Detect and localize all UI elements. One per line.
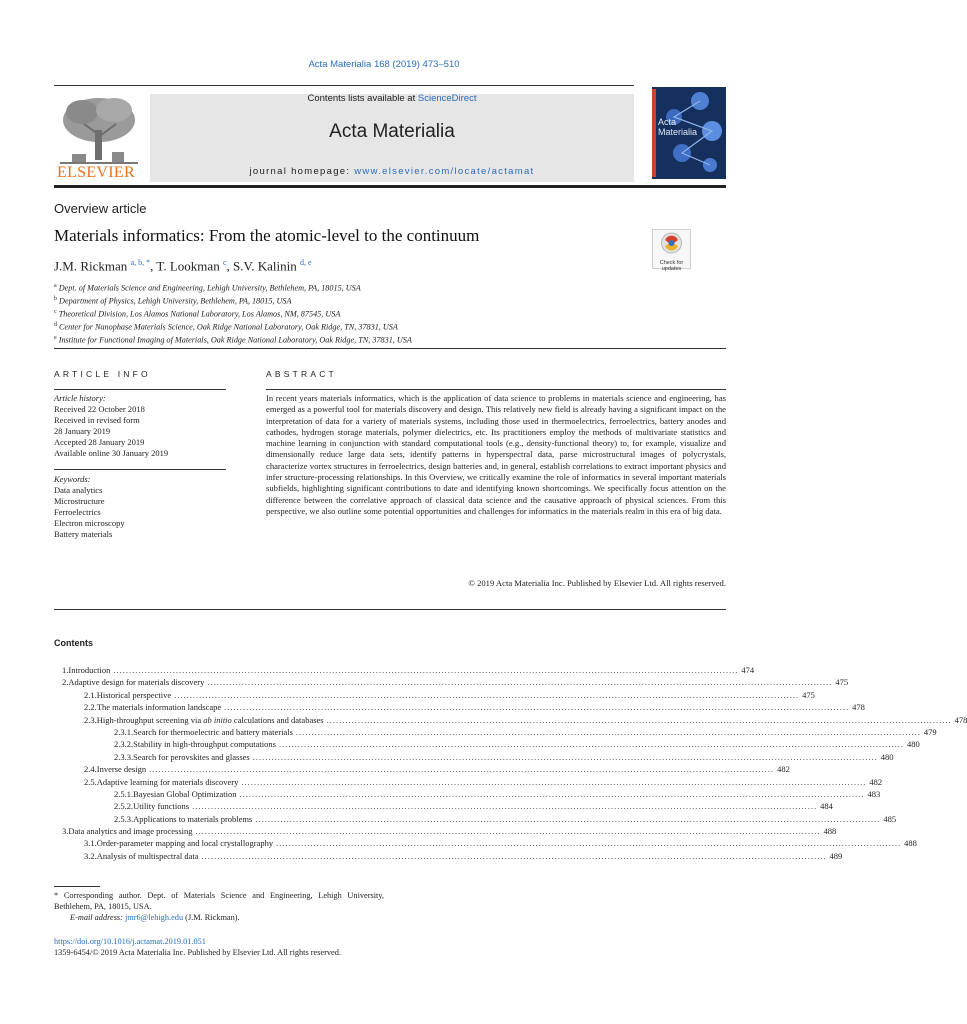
affiliation-item: $^a$ Dept. of Materials Science and Engineering, Lehigh University, Bethlehem, PA, 18015, USA bbox=[54, 283, 361, 293]
toc-leader-dots: ........................................................................................................................................................................................................ bbox=[195, 826, 821, 837]
abstract-text: In recent years materials informatics, which is the application of data science to problems in materials science and engineering, has emerged as a powerful tool for materials discovery and design. This relatively new field is already having a significant impact on the interpretation of data for a variety of materials systems, including those used in thermoelectrics, ferroelectrics, battery anodes and cathodes, hydrogen storage materials, polymer dielectrics, etc. Its practitioners employ the methods of multivariate statistics and machine learning in conjunction with standard computational tools (e.g., density-functional theory) to, for example, visualize and dimensionally reduce large data sets, identify patterns in hyperspectral data, parse microstructural images of polycrystals, characterize vortex structures in ferroelectrics, design batteries and, in general, establish correlations to extract important physics and infer structure-processing relationships. In this Overview, we critically examine the role of informatics in several important materials subfields, highlighting significant contributions to date and identifying known shortcomings. We specifically focus attention on the difference between the correlative approach of classical data science and the causative approach of physical sciences. From this perspective, we also outline some potential opportunities and challenges for informatics in the materials realm in this era of big data. bbox=[266, 393, 726, 516]
author-name[interactable]: J.M. Rickman bbox=[54, 258, 128, 274]
journal-title: Acta Materialia bbox=[329, 121, 455, 142]
email-suffix: (J.M. Rickman). bbox=[183, 913, 240, 922]
toc-entry-page[interactable]: 474 bbox=[741, 665, 755, 675]
keywords-rule bbox=[54, 469, 226, 470]
toc-entry[interactable] bbox=[54, 726, 937, 738]
author-name[interactable]: T. Lookman bbox=[156, 258, 220, 274]
article-info-rule bbox=[54, 389, 226, 390]
contents-prefix: Contents lists available at bbox=[307, 93, 418, 104]
corresponding-author-footnote bbox=[54, 890, 384, 923]
author-affiliation-marker[interactable]: c bbox=[222, 258, 227, 267]
toc-entry-title[interactable]: Adaptive design for materials discovery bbox=[68, 677, 205, 688]
article-title: Materials informatics: From the atomic-level to the continuum bbox=[54, 226, 480, 245]
toc-entry-title[interactable]: Order-parameter mapping and local crystallography bbox=[96, 838, 274, 849]
author-separator: , bbox=[150, 258, 157, 274]
toc-entry[interactable] bbox=[54, 714, 967, 726]
toc-entry[interactable] bbox=[54, 701, 865, 713]
toc-entry[interactable] bbox=[54, 788, 881, 800]
homepage-prefix: journal homepage: bbox=[249, 166, 355, 177]
keyword-item: Battery materials bbox=[54, 529, 113, 540]
section-rule bbox=[54, 348, 726, 349]
toc-entry[interactable] bbox=[54, 689, 815, 701]
author-affiliation-marker[interactable]: a, b, * bbox=[130, 258, 151, 267]
history-label: Article history: bbox=[54, 393, 106, 403]
author-affiliation-marker[interactable]: d, e bbox=[299, 258, 312, 267]
toc-entry-page[interactable]: 488 bbox=[823, 826, 837, 837]
email-label: E-mail address: bbox=[70, 913, 125, 922]
toc-entry-page[interactable]: 489 bbox=[829, 850, 843, 861]
toc-entry-page[interactable]: 478 bbox=[852, 702, 865, 713]
history-item: Received 22 October 2018 bbox=[54, 404, 145, 415]
toc-entry-page[interactable]: 483 bbox=[867, 788, 881, 799]
toc-leader-dots: ........................................................................................................................................................................................................ bbox=[113, 665, 739, 675]
doi-link[interactable]: https://doi.org/10.1016/j.actamat.2019.01.051 bbox=[54, 937, 206, 946]
toc-leader-dots: ........................................................................................................................................................................................................ bbox=[278, 739, 904, 750]
toc-entry[interactable] bbox=[54, 776, 883, 788]
toc-entry-title[interactable]: High-throughput screening via ab initio calculations and databases bbox=[96, 714, 324, 725]
author-list bbox=[54, 258, 312, 274]
toc-entry[interactable] bbox=[54, 763, 790, 775]
toc-leader-dots: ........................................................................................................................................................................................................ bbox=[201, 850, 827, 861]
toc-entry[interactable] bbox=[54, 664, 755, 676]
toc-entry-title[interactable]: Stability in high-throughput computations bbox=[133, 739, 276, 750]
toc-leader-dots: ........................................................................................................................................................................................................ bbox=[255, 813, 881, 824]
toc-entry-number: 2.5.3. bbox=[114, 813, 134, 824]
toc-entry-title[interactable]: Search for perovskites and glasses bbox=[133, 751, 250, 762]
article-info-heading: ARTICLE INFO bbox=[54, 369, 151, 379]
toc-entry-number: 2.5.2. bbox=[114, 801, 134, 812]
toc-entry-title[interactable]: Bayesian Global Optimization bbox=[133, 788, 237, 799]
toc-entry[interactable] bbox=[54, 850, 843, 862]
toc-entry-page[interactable]: 485 bbox=[883, 813, 897, 824]
abstract-heading: ABSTRACT bbox=[266, 369, 337, 379]
history-item: Received in revised form bbox=[54, 415, 140, 426]
history-item: 28 January 2019 bbox=[54, 426, 111, 437]
email-link[interactable]: jmr6@lehigh.edu bbox=[125, 913, 184, 922]
toc-entry-page[interactable]: 484 bbox=[820, 801, 833, 812]
toc-entry-number: 3.2. bbox=[84, 850, 97, 861]
toc-entry-page[interactable]: 482 bbox=[869, 776, 883, 787]
keyword-item: Microstructure bbox=[54, 496, 105, 507]
toc-entry-title[interactable]: Inverse design bbox=[96, 764, 147, 775]
toc-entry-number: 2.5. bbox=[84, 776, 97, 787]
toc-leader-dots: ........................................................................................................................................................................................................ bbox=[224, 702, 850, 713]
toc-entry-title[interactable]: Data analytics and image processing bbox=[68, 826, 193, 837]
toc-entry-page[interactable]: 478 bbox=[954, 714, 967, 725]
history-item: Available online 30 January 2019 bbox=[54, 448, 169, 459]
toc-leader-dots: ........................................................................................................................................................................................................ bbox=[239, 788, 865, 799]
affiliation-item: $^d$ Center for Nanophase Materials Science, Oak Ridge National Laboratory, Oak Ridge, TN, 37831, USA bbox=[54, 322, 398, 332]
author-name[interactable]: S.V. Kalinin bbox=[233, 258, 297, 274]
keyword-item: Electron microscopy bbox=[54, 518, 125, 529]
toc-leader-dots: ........................................................................................................................................................................................................ bbox=[252, 751, 878, 762]
toc-entry-number: 2.3.2. bbox=[114, 739, 134, 750]
toc-leader-dots: ........................................................................................................................................................................................................ bbox=[174, 689, 800, 700]
toc-entry-title[interactable]: Applications to materials problems bbox=[133, 813, 253, 824]
toc-entry-number: 1. bbox=[62, 665, 69, 675]
affiliation-item: $^c$ Theoretical Division, Los Alamos National Laboratory, Los Alamos, NM, 87545, USA bbox=[54, 309, 341, 319]
toc-leader-dots: ........................................................................................................................................................................................................ bbox=[192, 801, 818, 812]
footnote-rule bbox=[54, 886, 100, 887]
cover-title: Acta Materialia bbox=[658, 117, 698, 137]
check-for-updates-badge[interactable] bbox=[652, 229, 691, 272]
toc-entry-number: 2. bbox=[62, 677, 69, 688]
toc-entry-title[interactable]: Analysis of multispectral data bbox=[96, 850, 199, 861]
toc-entry[interactable] bbox=[54, 676, 849, 688]
toc-entry-number: 2.3. bbox=[84, 714, 97, 725]
footnote-text: * Corresponding author. Dept. of Materials Science and Engineering, Lehigh University, Bethlehem, PA, 18015, USA. bbox=[54, 891, 384, 911]
toc-entry-page[interactable]: 480 bbox=[906, 739, 920, 750]
toc-leader-dots: ........................................................................................................................................................................................................ bbox=[241, 776, 867, 787]
table-of-contents bbox=[54, 664, 967, 862]
toc-entry-title[interactable]: Introduction bbox=[68, 665, 111, 675]
sciencedirect-link[interactable]: ScienceDirect bbox=[417, 93, 477, 104]
toc-leader-dots: ........................................................................................................................................................................................................ bbox=[326, 714, 952, 725]
toc-entry-title[interactable]: Adaptive learning for materials discovery bbox=[96, 776, 239, 787]
toc-entry-title[interactable]: Historical perspective bbox=[96, 689, 172, 700]
toc-entry-number: 2.4. bbox=[84, 764, 97, 775]
contents-heading: Contents bbox=[54, 638, 93, 648]
article-type: Overview article bbox=[54, 201, 147, 216]
history-item: Accepted 28 January 2019 bbox=[54, 437, 145, 448]
toc-entry-title[interactable]: Search for thermoelectric and battery materials bbox=[133, 726, 293, 737]
article-history bbox=[54, 393, 226, 460]
masthead-rule bbox=[54, 185, 726, 188]
homepage-link[interactable]: www.elsevier.com/locate/actamat bbox=[354, 166, 535, 177]
toc-entry-page[interactable]: 480 bbox=[880, 751, 894, 762]
check-for-updates-label: Check for updates bbox=[659, 260, 684, 272]
toc-entry-number: 3.1. bbox=[84, 838, 97, 849]
toc-leader-dots: ........................................................................................................................................................................................................ bbox=[276, 838, 902, 849]
contents-availability bbox=[150, 93, 634, 104]
toc-entry-title[interactable]: Utility functions bbox=[133, 801, 190, 812]
toc-entry-number: 2.5.1. bbox=[114, 788, 134, 799]
abstract-copyright: © 2019 Acta Materialia Inc. Published by Elsevier Ltd. All rights reserved. bbox=[468, 578, 726, 588]
journal-citation[interactable]: Acta Materialia 168 (2019) 473–510 bbox=[308, 59, 460, 70]
toc-entry-title[interactable]: The materials information landscape bbox=[96, 702, 222, 713]
keywords-label: Keywords: bbox=[54, 474, 91, 484]
toc-entry-number: 2.1. bbox=[84, 689, 97, 700]
toc-entry[interactable] bbox=[54, 813, 897, 825]
toc-leader-dots: ........................................................................................................................................................................................................ bbox=[149, 764, 775, 775]
journal-cover-image[interactable] bbox=[652, 87, 726, 179]
toc-entry[interactable] bbox=[54, 738, 920, 750]
toc-leader-dots: ........................................................................................................................................................................................................ bbox=[295, 726, 921, 737]
header-rule bbox=[54, 85, 634, 86]
toc-entry[interactable] bbox=[54, 800, 833, 812]
toc-entry-page[interactable]: 488 bbox=[904, 838, 917, 849]
toc-entry-page[interactable]: 475 bbox=[835, 677, 849, 688]
abstract-bottom-rule bbox=[54, 609, 726, 610]
toc-entry-page[interactable]: 482 bbox=[777, 764, 790, 775]
toc-entry-number: 2.3.3. bbox=[114, 751, 134, 762]
toc-entry[interactable] bbox=[54, 825, 837, 837]
toc-entry-page[interactable]: 475 bbox=[802, 689, 815, 700]
keywords bbox=[54, 474, 226, 541]
affiliations bbox=[54, 281, 654, 346]
keyword-item: Ferroelectrics bbox=[54, 507, 101, 518]
author-separator: , bbox=[226, 258, 234, 274]
abstract-rule bbox=[266, 389, 726, 390]
affiliation-item: $^e$ Institute for Functional Imaging of Materials, Oak Ridge National Laboratory, Oak Ridge, TN, 37831, USA bbox=[54, 335, 412, 345]
toc-entry[interactable] bbox=[54, 751, 894, 763]
journal-homepage bbox=[150, 166, 634, 177]
toc-entry-number: 2.2. bbox=[84, 702, 97, 713]
toc-leader-dots: ........................................................................................................................................................................................................ bbox=[207, 677, 833, 688]
toc-entry-number: 2.3.1. bbox=[114, 726, 134, 737]
toc-entry-page[interactable]: 479 bbox=[923, 726, 937, 737]
issn-copyright: 1359-6454/© 2019 Acta Materialia Inc. Published by Elsevier Ltd. All rights reserved. bbox=[54, 948, 341, 957]
keyword-item: Data analytics bbox=[54, 485, 103, 496]
toc-entry[interactable] bbox=[54, 837, 917, 849]
affiliation-item: $^b$ Department of Physics, Lehigh University, Bethlehem, PA, 18015, USA bbox=[54, 296, 292, 306]
toc-entry-number: 3. bbox=[62, 826, 69, 837]
publisher-wordmark: ELSEVIER bbox=[57, 164, 135, 181]
